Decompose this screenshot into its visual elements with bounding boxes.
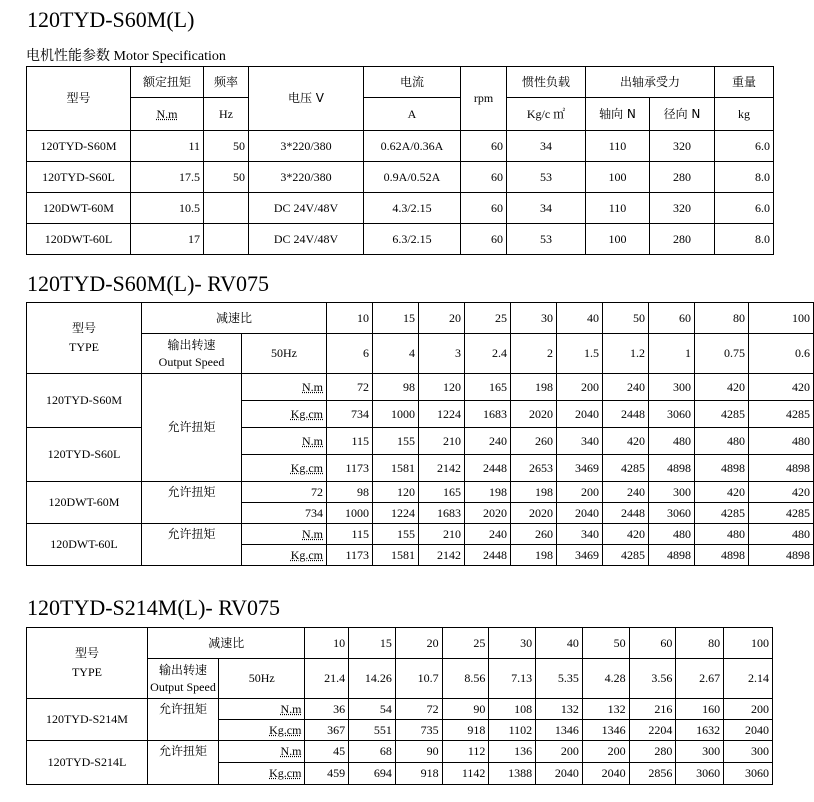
hdr-inertia-unit: Kg/c ㎡	[507, 98, 586, 131]
torque-kgcm: 1000	[327, 503, 373, 524]
torque-kgcm: 3060	[724, 763, 773, 785]
torque-kgcm: 2142	[419, 455, 465, 482]
ratio-value: 30	[489, 628, 536, 659]
hdr-model: 型号	[27, 67, 131, 131]
torque-nm: 480	[695, 524, 749, 545]
torque-nm: 120	[373, 482, 419, 503]
torque-nm: 72	[242, 482, 327, 503]
torque-nm: 420	[695, 482, 749, 503]
cell-freq	[204, 224, 249, 255]
torque-nm: 36	[305, 699, 349, 720]
model-cell: 120TYD-S60L	[27, 428, 142, 482]
section-title-rv2: 120TYD-S214M(L)- RV075	[27, 595, 281, 620]
ratio-value: 50	[603, 303, 649, 334]
table-row	[27, 524, 814, 545]
torque-kgcm: 2020	[465, 503, 511, 524]
cell-weight: 6.0	[715, 193, 774, 224]
cell-current: 0.62A/0.36A	[364, 131, 461, 162]
hdr-shaft: 出轴承受力	[586, 67, 715, 98]
cell-weight: 8.0	[715, 162, 774, 193]
torque-kgcm: 2448	[465, 455, 511, 482]
torque-kgcm: 4285	[749, 503, 814, 524]
torque-kgcm: 1346	[536, 720, 583, 741]
torque-nm: 132	[582, 699, 629, 720]
torque-nm: 260	[511, 524, 557, 545]
cell-rpm: 60	[461, 162, 507, 193]
type-cell	[27, 628, 148, 699]
speed-value: 4.28	[582, 659, 629, 699]
table-row	[27, 699, 773, 720]
torque-nm: 420	[603, 524, 649, 545]
cell-rpm: 60	[461, 224, 507, 255]
unit-kgcm	[242, 545, 327, 566]
torque-nm: 260	[511, 428, 557, 455]
torque-kgcm: 2856	[629, 763, 676, 785]
torque-nm: 420	[749, 374, 814, 401]
ratio-value: 20	[395, 628, 442, 659]
ratio-value: 50	[582, 628, 629, 659]
unit-kgcm-text: Kg.cm	[290, 547, 324, 562]
hdr-torque-unit: N.m	[131, 98, 204, 131]
model-cell: 120TYD-S60M	[27, 374, 142, 428]
unit-kgcm	[219, 763, 305, 785]
cell-rpm: 60	[461, 131, 507, 162]
ratio-label: 减速比	[142, 303, 327, 334]
hdr-inertia: 惯性负载	[507, 67, 586, 98]
model-cell: 120TYD-S214M	[27, 699, 148, 741]
unit-nm-text: N.m	[302, 433, 324, 448]
hdr-rpm: rpm	[461, 67, 507, 131]
speed-value: 2.4	[465, 334, 511, 374]
table-row	[27, 482, 814, 503]
torque-kgcm: 4285	[749, 401, 814, 428]
torque-nm: 155	[373, 524, 419, 545]
section-title-rv1: 120TYD-S60M(L)- RV075	[27, 271, 270, 296]
table-row	[27, 374, 814, 401]
speed-hz: 50Hz	[242, 334, 327, 374]
cell-torque: 11	[131, 131, 204, 162]
header-row-ratio	[27, 628, 773, 659]
unit-nm-text: N.m	[280, 744, 302, 758]
torque-nm: 300	[649, 482, 695, 503]
hdr-radial: 径向 N	[650, 98, 715, 131]
torque-kgcm: 694	[349, 763, 396, 785]
torque-kgcm: 3469	[557, 545, 603, 566]
cell-rpm: 60	[461, 193, 507, 224]
ratio-value: 60	[649, 303, 695, 334]
torque-kgcm: 2653	[511, 455, 557, 482]
torque-nm: 98	[373, 374, 419, 401]
torque-kgcm: 1224	[373, 503, 419, 524]
unit-nm-text: N.m	[280, 701, 302, 716]
torque-kgcm: 3060	[676, 763, 724, 785]
rv075-table-s60	[26, 302, 814, 566]
unit-kgcm-text: Kg.cm	[269, 722, 302, 737]
speed-value: 3.56	[629, 659, 676, 699]
type-en: TYPE	[69, 340, 99, 354]
torque-nm: 420	[749, 482, 814, 503]
torque-nm: 98	[327, 482, 373, 503]
cell-radial: 320	[650, 131, 715, 162]
torque-nm: 200	[536, 741, 583, 763]
torque-kgcm: 1173	[327, 545, 373, 566]
torque-kgcm: 2020	[511, 503, 557, 524]
speed-value: 2	[511, 334, 557, 374]
torque-nm: 120	[419, 374, 465, 401]
ratio-value: 25	[465, 303, 511, 334]
model-cell: 120DWT-60M	[27, 482, 142, 524]
speed-cn: 输出转速	[167, 337, 216, 352]
torque-kgcm: 4285	[695, 503, 749, 524]
torque-nm: 480	[649, 524, 695, 545]
speed-value: 3	[419, 334, 465, 374]
unit-kgcm	[242, 455, 327, 482]
torque-nm: 216	[629, 699, 676, 720]
ratio-value: 20	[419, 303, 465, 334]
torque-kgcm: 2040	[536, 763, 583, 785]
torque-kgcm: 1632	[676, 720, 724, 741]
torque-nm: 340	[557, 524, 603, 545]
torque-kgcm: 4898	[649, 455, 695, 482]
torque-kgcm: 1173	[327, 455, 373, 482]
cell-model: 120TYD-S60L	[27, 162, 131, 193]
torque-nm: 300	[724, 741, 773, 763]
unit-kgcm	[242, 401, 327, 428]
cell-axial: 100	[586, 162, 650, 193]
torque-nm: 90	[442, 699, 489, 720]
torque-kgcm: 4898	[695, 455, 749, 482]
cell-inertia: 34	[507, 193, 586, 224]
speed-en: Output Speed	[158, 354, 225, 369]
torque-nm: 165	[419, 482, 465, 503]
torque-nm: 480	[695, 428, 749, 455]
table-row	[27, 193, 774, 224]
cell-axial: 110	[586, 193, 650, 224]
torque-nm: 200	[557, 482, 603, 503]
speed-value: 1.2	[603, 334, 649, 374]
unit-nm	[219, 741, 305, 763]
ratio-value: 15	[373, 303, 419, 334]
torque-kgcm: 1581	[373, 455, 419, 482]
torque-nm: 480	[649, 428, 695, 455]
torque-nm: 300	[676, 741, 724, 763]
speed-value: 5.35	[536, 659, 583, 699]
cell-current: 6.3/2.15	[364, 224, 461, 255]
torque-kgcm: 2204	[629, 720, 676, 741]
unit-kgcm-text: Kg.cm	[269, 766, 302, 780]
speed-value: 14.26	[349, 659, 396, 699]
torque-kgcm: 4285	[695, 401, 749, 428]
torque-kgcm: 1346	[582, 720, 629, 741]
table-row	[27, 162, 774, 193]
speed-value: 7.13	[489, 659, 536, 699]
speed-value: 21.4	[305, 659, 349, 699]
torque-nm: 108	[489, 699, 536, 720]
type-cn: 型号	[74, 646, 99, 660]
speed-value: 2.14	[724, 659, 773, 699]
rv075-table-s214	[26, 627, 773, 785]
torque-kgcm: 4898	[749, 545, 814, 566]
torque-nm: 200	[724, 699, 773, 720]
speed-value: 4	[373, 334, 419, 374]
cell-axial: 110	[586, 131, 650, 162]
torque-kgcm: 1388	[489, 763, 536, 785]
torque-nm: 240	[603, 374, 649, 401]
torque-nm: 480	[749, 524, 814, 545]
torque-nm: 198	[511, 374, 557, 401]
table-row	[27, 741, 773, 763]
torque-kgcm: 2020	[511, 401, 557, 428]
torque-kgcm: 735	[395, 720, 442, 741]
ratio-value: 10	[305, 628, 349, 659]
model-cell: 120DWT-60L	[27, 524, 142, 566]
speed-value: 1.5	[557, 334, 603, 374]
speed-label	[147, 659, 218, 699]
hdr-freq-unit: Hz	[204, 98, 249, 131]
torque-kgcm: 3060	[649, 503, 695, 524]
allow-label: 允许扭矩	[147, 699, 218, 741]
torque-nm: 200	[582, 741, 629, 763]
speed-label	[142, 334, 242, 374]
hdr-current: 电流	[364, 67, 461, 98]
spec-subtitle: 电机性能参数 Motor Specification	[26, 49, 226, 64]
ratio-value: 60	[629, 628, 676, 659]
torque-kgcm: 1224	[419, 401, 465, 428]
type-cell	[27, 303, 142, 374]
torque-nm: 240	[603, 482, 649, 503]
torque-nm: 72	[395, 699, 442, 720]
ratio-value: 100	[724, 628, 773, 659]
cell-inertia: 53	[507, 162, 586, 193]
torque-nm: 240	[465, 524, 511, 545]
unit-nm-text: N.m	[302, 526, 324, 541]
torque-kgcm: 918	[395, 763, 442, 785]
torque-nm: 280	[629, 741, 676, 763]
hdr-voltage: 电压 V	[249, 67, 364, 131]
cell-torque: 10.5	[131, 193, 204, 224]
cell-freq: 50	[204, 162, 249, 193]
speed-value: 0.6	[749, 334, 814, 374]
torque-kgcm: 3060	[649, 401, 695, 428]
unit-nm	[242, 374, 327, 401]
ratio-value: 40	[557, 303, 603, 334]
torque-nm: 136	[489, 741, 536, 763]
speed-en: Output Speed	[150, 679, 216, 694]
header-row-speed	[27, 334, 814, 374]
torque-kgcm: 198	[511, 545, 557, 566]
speed-cn: 输出转速	[159, 662, 208, 677]
torque-nm: 132	[536, 699, 583, 720]
speed-value: 0.75	[695, 334, 749, 374]
torque-nm: 210	[419, 524, 465, 545]
allow-label: 允许扭矩	[147, 741, 218, 785]
ratio-value: 15	[349, 628, 396, 659]
hdr-current-unit: A	[364, 98, 461, 131]
unit-kgcm	[219, 720, 305, 741]
cell-axial: 100	[586, 224, 650, 255]
torque-kgcm: 551	[349, 720, 396, 741]
unit-kgcm-text: Kg.cm	[290, 406, 324, 421]
torque-kgcm: 2040	[582, 763, 629, 785]
torque-kgcm: 2448	[603, 401, 649, 428]
cell-model: 120TYD-S60M	[27, 131, 131, 162]
hdr-torque: 额定扭矩	[131, 67, 204, 98]
torque-nm: 300	[649, 374, 695, 401]
speed-value: 1	[649, 334, 695, 374]
torque-nm: 115	[327, 524, 373, 545]
cell-inertia: 34	[507, 131, 586, 162]
torque-kgcm: 4898	[695, 545, 749, 566]
ratio-value: 30	[511, 303, 557, 334]
torque-nm: 340	[557, 428, 603, 455]
torque-nm: 240	[465, 428, 511, 455]
allow-label: 允许扭矩	[142, 524, 242, 566]
torque-kgcm: 1000	[373, 401, 419, 428]
ratio-value: 10	[327, 303, 373, 334]
ratio-value: 40	[536, 628, 583, 659]
section-title-motor: 120TYD-S60M(L)	[27, 7, 195, 32]
cell-voltage: DC 24V/48V	[249, 193, 364, 224]
hdr-axial: 轴向 N	[586, 98, 650, 131]
cell-radial: 280	[650, 162, 715, 193]
torque-kgcm: 1102	[489, 720, 536, 741]
allow-label: 允许扭矩	[142, 482, 242, 524]
table-row	[27, 224, 774, 255]
cell-torque: 17.5	[131, 162, 204, 193]
torque-kgcm: 2040	[724, 720, 773, 741]
cell-torque: 17	[131, 224, 204, 255]
cell-voltage: DC 24V/48V	[249, 224, 364, 255]
torque-nm: 480	[749, 428, 814, 455]
cell-model: 120DWT-60L	[27, 224, 131, 255]
ratio-value: 80	[695, 303, 749, 334]
type-cn: 型号	[71, 321, 96, 335]
torque-nm: 198	[465, 482, 511, 503]
torque-kgcm: 4898	[749, 455, 814, 482]
cell-freq	[204, 193, 249, 224]
torque-nm: 90	[395, 741, 442, 763]
cell-freq: 50	[204, 131, 249, 162]
torque-kgcm: 1683	[465, 401, 511, 428]
torque-nm: 54	[349, 699, 396, 720]
header-row-ratio	[27, 303, 814, 334]
speed-value: 6	[327, 334, 373, 374]
torque-kgcm: 734	[242, 503, 327, 524]
speed-value: 8.56	[442, 659, 489, 699]
cell-radial: 320	[650, 193, 715, 224]
speed-value: 10.7	[395, 659, 442, 699]
torque-kgcm: 4285	[603, 455, 649, 482]
torque-kgcm: 367	[305, 720, 349, 741]
torque-nm: 115	[327, 428, 373, 455]
torque-nm: 200	[557, 374, 603, 401]
torque-nm: 210	[419, 428, 465, 455]
torque-nm: 198	[511, 482, 557, 503]
hdr-freq: 频率	[204, 67, 249, 98]
type-en: TYPE	[71, 665, 102, 679]
torque-nm: 68	[349, 741, 396, 763]
ratio-value: 25	[442, 628, 489, 659]
torque-kgcm: 2448	[603, 503, 649, 524]
hdr-weight: 重量	[715, 67, 774, 98]
unit-nm	[242, 428, 327, 455]
cell-weight: 6.0	[715, 131, 774, 162]
speed-value: 2.67	[676, 659, 724, 699]
torque-kgcm: 1581	[373, 545, 419, 566]
speed-hz: 50Hz	[219, 659, 305, 699]
torque-kgcm: 2448	[465, 545, 511, 566]
ratio-value: 80	[676, 628, 724, 659]
torque-kgcm: 918	[442, 720, 489, 741]
cell-voltage: 3*220/380	[249, 131, 364, 162]
torque-nm: 160	[676, 699, 724, 720]
torque-kgcm: 2040	[557, 401, 603, 428]
torque-kgcm: 459	[305, 763, 349, 785]
torque-kgcm: 2142	[419, 545, 465, 566]
hdr-weight-unit: kg	[715, 98, 774, 131]
cell-radial: 280	[650, 224, 715, 255]
torque-kgcm: 3469	[557, 455, 603, 482]
table-row	[27, 131, 774, 162]
torque-nm: 45	[305, 741, 349, 763]
cell-inertia: 53	[507, 224, 586, 255]
torque-kgcm: 2040	[557, 503, 603, 524]
model-cell: 120TYD-S214L	[27, 741, 148, 785]
cell-model: 120DWT-60M	[27, 193, 131, 224]
unit-nm-text: N.m	[302, 379, 324, 394]
cell-weight: 8.0	[715, 224, 774, 255]
unit-kgcm-text: Kg.cm	[290, 460, 324, 475]
torque-nm: 155	[373, 428, 419, 455]
torque-kgcm: 1142	[442, 763, 489, 785]
motor-spec-table	[26, 66, 774, 255]
torque-nm: 420	[695, 374, 749, 401]
torque-kgcm: 1683	[419, 503, 465, 524]
cell-voltage: 3*220/380	[249, 162, 364, 193]
unit-nm	[242, 524, 327, 545]
torque-kgcm: 734	[327, 401, 373, 428]
torque-nm: 112	[442, 741, 489, 763]
ratio-label: 减速比	[147, 628, 305, 659]
torque-nm: 72	[327, 374, 373, 401]
torque-kgcm: 4898	[649, 545, 695, 566]
torque-nm: 420	[603, 428, 649, 455]
ratio-value: 100	[749, 303, 814, 334]
allow-label: 允许扭矩	[142, 374, 242, 482]
unit-nm	[219, 699, 305, 720]
cell-current: 4.3/2.15	[364, 193, 461, 224]
cell-current: 0.9A/0.52A	[364, 162, 461, 193]
torque-kgcm: 4285	[603, 545, 649, 566]
torque-nm: 165	[465, 374, 511, 401]
